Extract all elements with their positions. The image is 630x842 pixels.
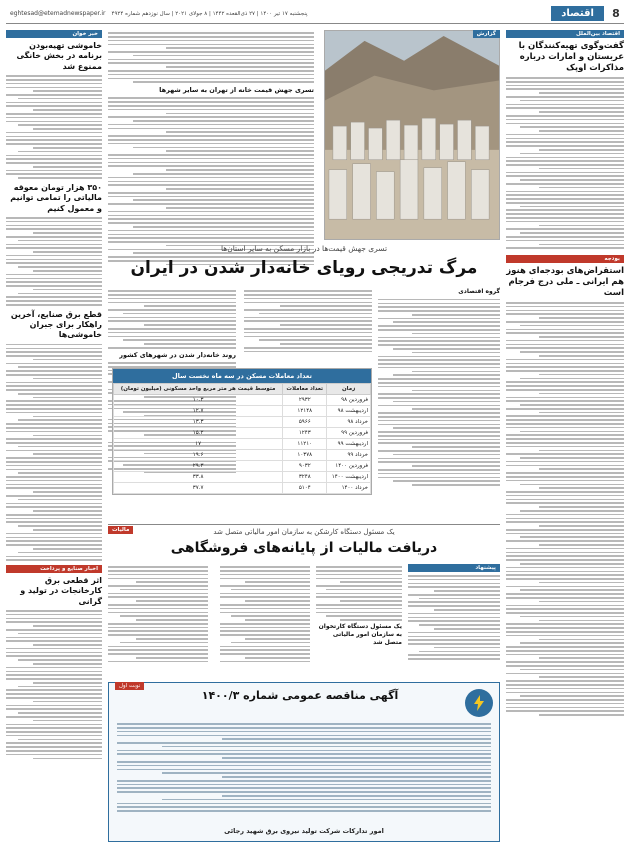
story-body bbox=[108, 97, 314, 265]
table-row bbox=[114, 439, 371, 450]
column-header-price: متوسط قیمت هر متر مربع واحد مسکونی (میلیون تومان) bbox=[114, 384, 283, 395]
right-column bbox=[506, 30, 624, 816]
cell-count: ۱۲۴۳ bbox=[283, 428, 327, 439]
masthead bbox=[6, 4, 624, 24]
table-row bbox=[114, 428, 371, 439]
story-body bbox=[6, 75, 102, 179]
story-headline: خاموشی تهیه‌بودن برنامه در بخش خانگی ممنوع شد bbox=[16, 41, 102, 71]
cell-price: ۱۲.۷ bbox=[114, 406, 283, 417]
story-headline: گفت‌وگوی تهیه‌کنندگان با عربستان و امارات درباره مذاکرات اوپک bbox=[518, 41, 624, 74]
main-headline: مرگ تدریجی رویای خانه‌دار شدن در ایران bbox=[130, 258, 478, 278]
story-tag: اقتصاد بین‌الملل bbox=[506, 30, 624, 38]
ad-signature: امور تدارکات شرکت تولید نیروی برق شهید رجائی bbox=[224, 827, 384, 835]
table-title: تعداد معاملات مسکن در سه ماه نخست سال bbox=[113, 369, 371, 383]
dateline: پنجشنبه ۱۷ تیر ۱۴۰۰ | ۲۷ ذی‌القعده ۱۴۴۲ | ۸ جولای ۲۰۲۱ | سال نوزدهم شماره ۴۹۲۴ bbox=[111, 10, 308, 17]
table-row bbox=[114, 483, 371, 494]
cell-time: فروردین ۹۹ bbox=[327, 428, 371, 439]
website-address: eghtesad@etemadnewspaper.ir bbox=[10, 10, 106, 17]
story-body bbox=[6, 610, 102, 759]
cell-time: اردیبهشت ۹۹ bbox=[327, 439, 371, 450]
ad-title: آگهی مناقصه عمومی شماره ۱۴۰۰/۳ bbox=[201, 689, 399, 702]
side-heading: روند خانه‌دار شدن در شهرهای کشور bbox=[119, 350, 236, 359]
cell-count: ۱۰۳۷۸ bbox=[283, 450, 327, 461]
left-column bbox=[6, 30, 102, 816]
story-body bbox=[506, 302, 624, 716]
main-section bbox=[108, 30, 500, 835]
story-body bbox=[6, 217, 102, 306]
cell-count: ۱۲۱۴۸ bbox=[283, 406, 327, 417]
story-headline: قطع برق صنایع، آخرین راهکار برای جبران خاموشی‌ها bbox=[10, 309, 102, 340]
story-body bbox=[6, 344, 102, 561]
second-headline: دریافت مالیات از پایانه‌های فروشگاهی bbox=[170, 540, 438, 556]
cell-price: ۳۷.۷ bbox=[114, 483, 283, 494]
cell-time: خرداد ۹۸ bbox=[327, 417, 371, 428]
cell-time: خرداد ۱۴۰۰ bbox=[327, 483, 371, 494]
company-logo-icon bbox=[465, 689, 493, 717]
column-header-count: تعداد معاملات bbox=[283, 384, 327, 395]
article-column bbox=[220, 564, 310, 676]
data-table bbox=[113, 383, 371, 494]
column-tag: اخبار صنایع و پرداخت bbox=[6, 565, 102, 573]
table-row bbox=[114, 406, 371, 417]
cell-count: ۵۱۰۴ bbox=[283, 483, 327, 494]
ad-body bbox=[117, 721, 491, 814]
story-body bbox=[506, 77, 624, 249]
housing-photo bbox=[324, 30, 500, 240]
byline: گروه اقتصادی bbox=[458, 288, 500, 295]
cell-price: ۲۹.۳ bbox=[114, 461, 283, 472]
quote-heading: یک مسئول دستگاه کارتخوان به سازمان امور مالیاتی متصل شد bbox=[318, 622, 402, 646]
cell-time: فروردین ۹۸ bbox=[327, 395, 371, 406]
cell-time: اردیبهشت ۱۴۰۰ bbox=[327, 472, 371, 483]
column-tag: خبر خوان bbox=[6, 30, 102, 38]
apartment-blocks-image bbox=[325, 31, 499, 239]
cell-count: ۲۹۳۲ bbox=[283, 395, 327, 406]
section-badge: اقتصاد bbox=[551, 6, 604, 21]
story-tag: مالیات bbox=[108, 526, 133, 534]
article-column bbox=[378, 288, 500, 520]
main-subheadline: تسری جهش قیمت‌ها در بازار مسکن به سایر استان‌ها bbox=[220, 244, 388, 253]
cell-time: خرداد ۹۹ bbox=[327, 450, 371, 461]
article-column bbox=[316, 564, 402, 676]
article-column bbox=[108, 564, 208, 676]
cell-time: اردیبهشت ۹۸ bbox=[327, 406, 371, 417]
story-headline: اثر قطعی برق کارخانجات در تولید و گرانی bbox=[20, 575, 102, 606]
cell-count: ۹۰۳۲ bbox=[283, 461, 327, 472]
cell-price: ۳۳.۸ bbox=[114, 472, 283, 483]
second-subheadline: یک مسئول دستگاه کارشکن به سازمان امور مالیاتی متصل شد bbox=[213, 528, 395, 536]
cell-price: ۱۰.۳ bbox=[114, 395, 283, 406]
cell-time: فروردین ۱۴۰۰ bbox=[327, 461, 371, 472]
cell-count: ۳۲۴۸ bbox=[283, 472, 327, 483]
cell-price: ۱۹.۶ bbox=[114, 450, 283, 461]
story-headline: ۳۵۰ هزار تومان معوقه مالیاتی را تمامی توانیم و معمول کنیم bbox=[10, 182, 102, 213]
main-story-sidebar bbox=[108, 30, 314, 240]
side-heading: تسری جهش قیمت خانه از تهران به سایر شهرها bbox=[159, 85, 314, 94]
lightning-icon bbox=[469, 693, 489, 713]
story-tag: گزارش bbox=[473, 30, 500, 38]
section-divider bbox=[108, 524, 500, 525]
table-row bbox=[114, 417, 371, 428]
housing-transactions-table bbox=[112, 368, 372, 495]
cell-price: ۱۷ bbox=[114, 439, 283, 450]
tender-advertisement bbox=[108, 682, 500, 842]
cell-price: ۱۳.۳ bbox=[114, 417, 283, 428]
column-header-time: زمان bbox=[327, 384, 371, 395]
story-headline: استقراض‌های بودجه‌ای هنوز هم ایرانی ـ ملی درج فرجام است bbox=[506, 265, 624, 298]
article-column bbox=[408, 564, 500, 676]
story-tag: بودجه bbox=[506, 255, 624, 263]
cell-price: ۱۵.۲ bbox=[114, 428, 283, 439]
table-row bbox=[114, 472, 371, 483]
table-row bbox=[114, 461, 371, 472]
table-row bbox=[114, 395, 371, 406]
ad-badge: نوبت اول bbox=[115, 682, 144, 690]
second-story-body bbox=[108, 564, 500, 676]
main-story-body bbox=[108, 288, 500, 520]
cell-count: ۱۱۲۱۰ bbox=[283, 439, 327, 450]
story-body bbox=[108, 32, 314, 83]
side-tag: پیشنهاد bbox=[408, 564, 500, 572]
page-number: 8 bbox=[612, 7, 620, 20]
table-row bbox=[114, 450, 371, 461]
cell-count: ۵۹۶۶ bbox=[283, 417, 327, 428]
